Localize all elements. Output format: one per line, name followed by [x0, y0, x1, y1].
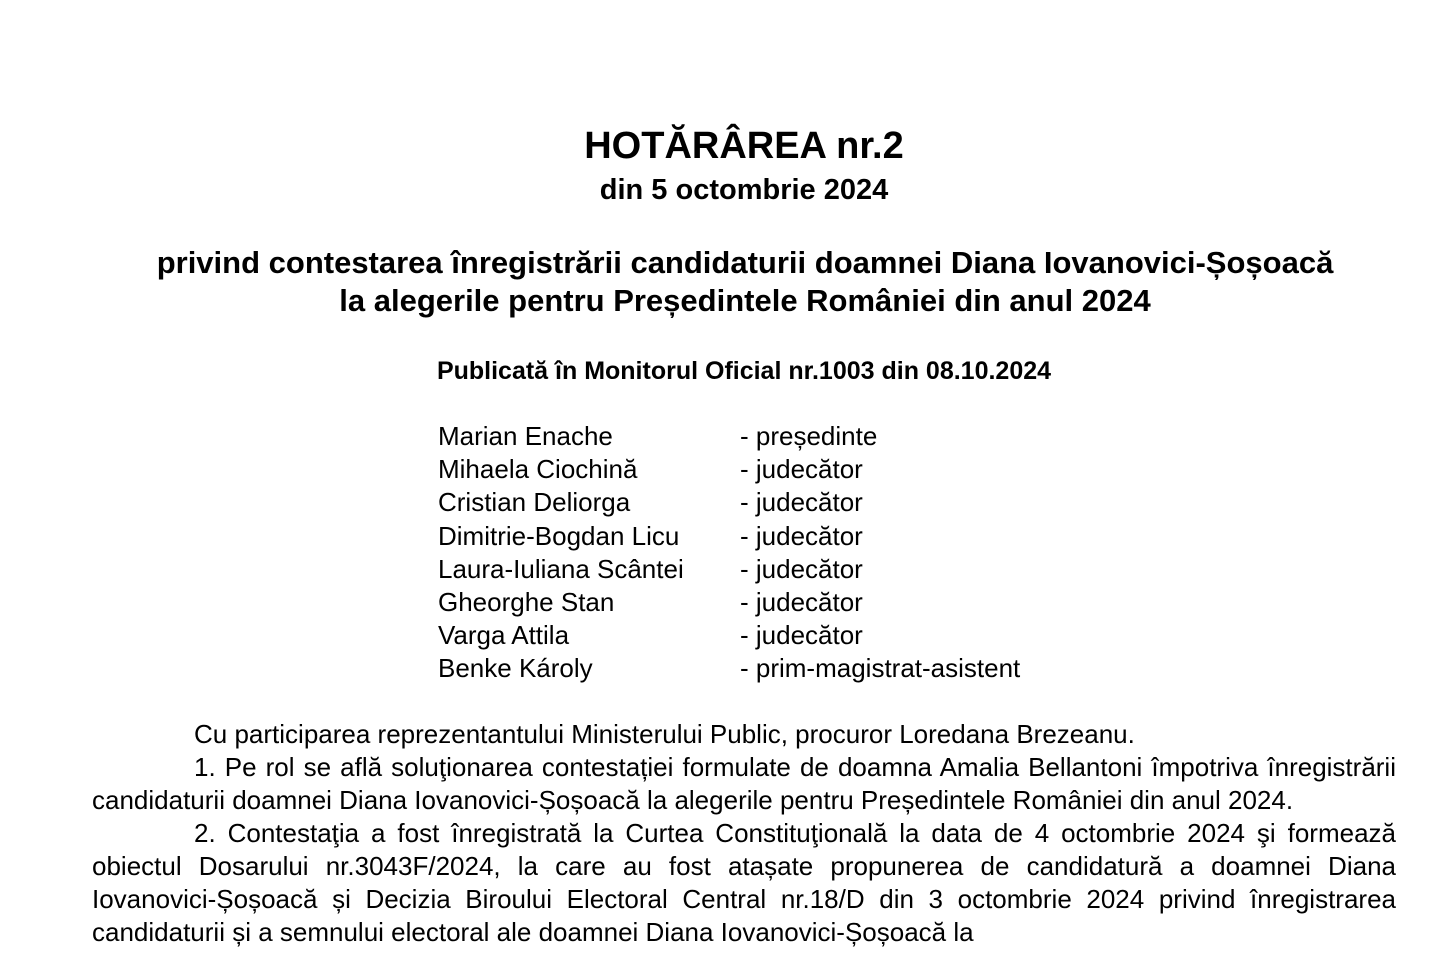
- panel-row: [438, 553, 1020, 586]
- panel-member-role: - prim-magistrat-asistent: [740, 653, 1021, 684]
- panel-member-role: - judecător: [740, 620, 863, 651]
- panel-member-role: - președinte: [740, 421, 878, 451]
- panel-member-name: Laura-Iuliana Scântei: [438, 553, 684, 584]
- court-panel: [438, 420, 1020, 686]
- panel-row: [438, 652, 1020, 685]
- decision-date: din 5 octombrie 2024: [599, 174, 889, 206]
- panel-row: [438, 486, 1020, 519]
- panel-member-role: - judecător: [740, 454, 863, 485]
- panel-member-role: - judecător: [740, 520, 863, 551]
- paragraph-1: 1. Pe rol se află soluţionarea contestației formulate de doamna Amalia Bellantoni împotriva înregistrării candidaturii doamnei Diana Iovanovici-Șoșoacă la alegerile pentru Președintele României din anul 2024.: [92, 752, 1396, 815]
- decision-body: [92, 718, 1396, 949]
- panel-member-name: Varga Attila: [438, 620, 570, 651]
- panel-member-name: Mihaela Ciochină: [438, 454, 638, 485]
- panel-member-name: Dimitrie-Bogdan Licu: [438, 520, 680, 551]
- panel-member-name: Benke Károly: [438, 653, 593, 684]
- panel-row: [438, 586, 1020, 619]
- publication-note: Publicată în Monitorul Oficial nr.1003 din 08.10.2024: [436, 357, 1052, 385]
- panel-row: [438, 453, 1020, 486]
- paragraph-participation: Cu participarea reprezentantului Ministerului Public, procuror Loredana Brezeanu.: [194, 719, 1135, 749]
- panel-member-role: - judecător: [740, 487, 863, 518]
- panel-row: [438, 520, 1020, 553]
- panel-row: [438, 420, 1020, 453]
- paragraph-2: 2. Contestaţia a fost înregistrată la Curtea Constituţională la data de 4 octombrie 2024 şi formează obiectul Dosarului nr.3043F/2024, la care au fost atașate propunerea de candidatură a doamnei Diana Iovanovici-Șoșoacă și Decizia Biroului Electoral Central nr.18/D din 3 octombrie 2024 privind înregistrarea candidaturii și a semnului electoral ale doamnei Diana Iovanovici-Șoșoacă la: [92, 818, 1396, 947]
- panel-member-role: - judecător: [740, 586, 863, 617]
- panel-member-name: Cristian Deliorga: [438, 487, 631, 518]
- decision-subject: privind contestarea înregistrării candidaturii doamnei Diana Iovanovici-Șoșoacă la alegerile pentru Președintele României din anul 2024: [156, 245, 1334, 318]
- panel-member-name: Gheorghe Stan: [438, 586, 615, 617]
- panel-row: [438, 619, 1020, 652]
- decision-title: HOTĂRÂREA nr.2: [584, 125, 904, 167]
- panel-member-role: - judecător: [740, 553, 863, 584]
- panel-member-name: Marian Enache: [438, 421, 613, 451]
